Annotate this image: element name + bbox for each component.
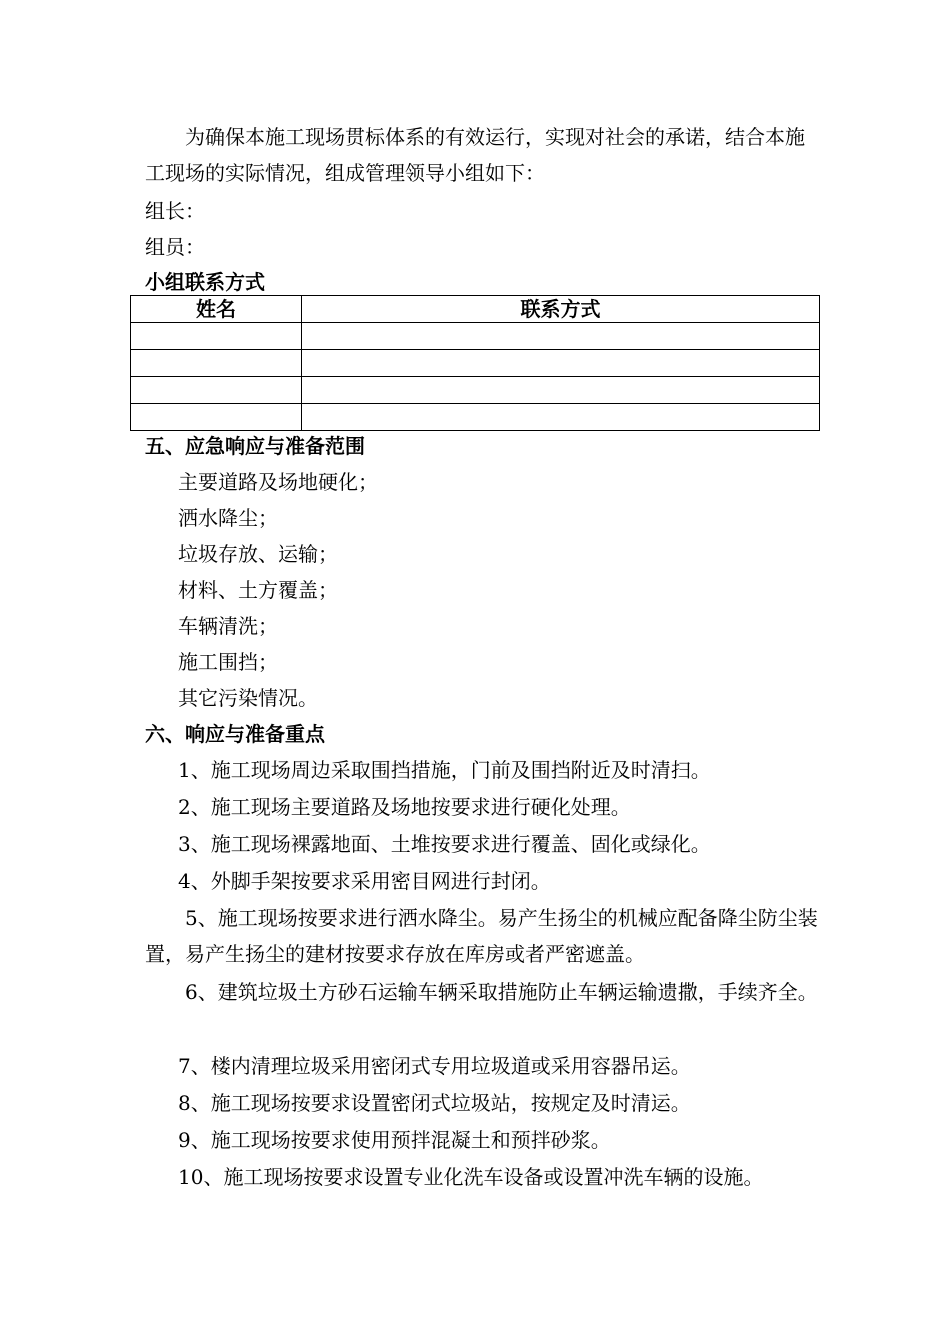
header-contact: 联系方式 bbox=[302, 296, 820, 323]
list-item: 7、楼内清理垃圾采用密闭式专用垃圾道或采用容器吊运。 bbox=[178, 1054, 691, 1078]
list-item: 3、施工现场裸露地面、土堆按要求进行覆盖、固化或绿化。 bbox=[178, 832, 711, 856]
table-cell bbox=[131, 377, 302, 404]
contact-table bbox=[130, 295, 820, 431]
section5-title: 五、应急响应与准备范围 bbox=[145, 434, 365, 458]
table-cell bbox=[131, 350, 302, 377]
list-item: 6、建筑垃圾土方砂石运输车辆采取措施防止车辆运输遗撒，手续齐全。 bbox=[185, 980, 818, 1004]
member-label: 组员： bbox=[145, 235, 205, 259]
list-item: 2、施工现场主要道路及场地按要求进行硬化处理。 bbox=[178, 795, 631, 819]
table-header-row bbox=[131, 296, 820, 323]
list-item: 车辆清洗； bbox=[178, 614, 278, 638]
table-row bbox=[131, 377, 820, 404]
table-row bbox=[131, 350, 820, 377]
list-item: 4、外脚手架按要求采用密目网进行封闭。 bbox=[178, 869, 551, 893]
list-item: 9、施工现场按要求使用预拌混凝土和预拌砂浆。 bbox=[178, 1128, 611, 1152]
list-item: 8、施工现场按要求设置密闭式垃圾站，按规定及时清运。 bbox=[178, 1091, 691, 1115]
list-item: 主要道路及场地硬化； bbox=[178, 470, 378, 494]
list-item: 10、施工现场按要求设置专业化洗车设备或设置冲洗车辆的设施。 bbox=[178, 1165, 764, 1189]
list-item: 施工围挡； bbox=[178, 650, 278, 674]
leader-label: 组长： bbox=[145, 199, 205, 223]
list-item: 垃圾存放、运输； bbox=[178, 542, 338, 566]
table-row bbox=[131, 323, 820, 350]
list-item: 其它污染情况。 bbox=[178, 686, 318, 710]
table-row bbox=[131, 404, 820, 431]
header-name: 姓名 bbox=[131, 296, 302, 323]
list-item: 5、施工现场按要求进行洒水降尘。易产生扬尘的机械应配备降尘防尘装置，易产生扬尘的建材按要求存放在库房或者严密遮盖。 bbox=[145, 906, 818, 966]
table-cell bbox=[131, 404, 302, 431]
section6-title: 六、响应与准备重点 bbox=[145, 722, 325, 746]
table-cell bbox=[302, 323, 820, 350]
list-item: 1、施工现场周边采取围挡措施，门前及围挡附近及时清扫。 bbox=[178, 758, 711, 782]
table-cell bbox=[302, 377, 820, 404]
contact-title: 小组联系方式 bbox=[145, 270, 265, 294]
table-cell bbox=[131, 323, 302, 350]
list-item: 洒水降尘； bbox=[178, 506, 278, 530]
intro-paragraph: 为确保本施工现场贯标体系的有效运行，实现对社会的承诺，结合本施工现场的实际情况，组成管理领导小组如下： bbox=[145, 125, 805, 185]
table-cell bbox=[302, 404, 820, 431]
table-cell bbox=[302, 350, 820, 377]
list-item: 材料、土方覆盖； bbox=[178, 578, 338, 602]
